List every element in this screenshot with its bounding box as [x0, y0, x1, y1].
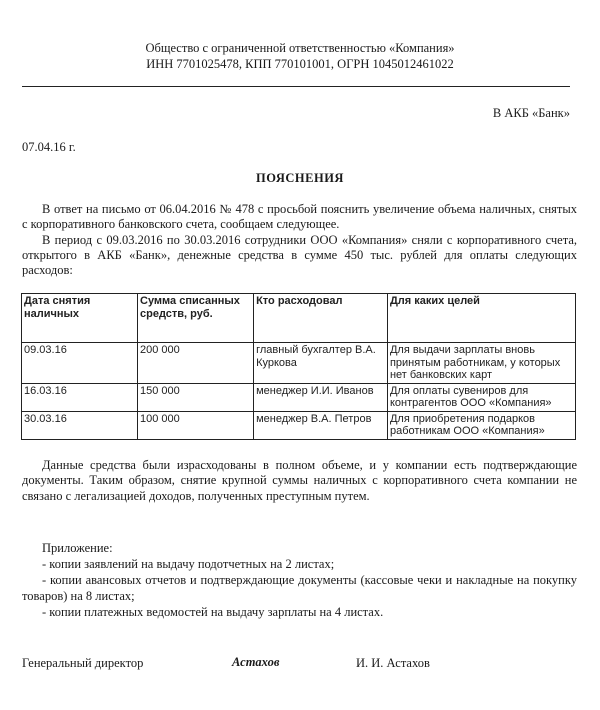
table-header-row [22, 294, 576, 343]
cell-who: менеджер В.А. Петров [254, 411, 388, 439]
cell-purpose: Для выдачи зарплаты вновь принятым работникам, у которых нет банковских карт [387, 343, 575, 384]
header-amount: Сумма списанных средств, руб. [138, 294, 254, 343]
header-who: Кто расходовал [254, 294, 388, 343]
conclusion-paragraph: Данные средства были израсходованы в полном объеме, и у компании есть подтверждающие документы. Таким образом, снятие крупной суммы наличных с корпоративного счета компании не связано с легализацией доходов, полученных преступным путем. [22, 458, 577, 503]
attachments-section [22, 540, 577, 620]
header-purpose: Для каких целей [387, 294, 575, 343]
attachment-item: - копии платежных ведомостей на выдачу зарплаты на 4 листах. [42, 605, 384, 619]
cell-date: 30.03.16 [22, 411, 138, 439]
recipient: В АКБ «Банк» [492, 106, 570, 120]
expenses-table [21, 293, 576, 440]
company-requisites: ИНН 7701025478, КПП 770101001, ОГРН 1045012461022 [146, 57, 454, 71]
attachments-label: Приложение: [42, 541, 113, 555]
attachment-item: - копии авансовых отчетов и подтверждающие документы (кассовые чеки и накладные на покупку товаров) на 8 листах; [22, 573, 577, 603]
company-header [20, 40, 580, 72]
cell-amount: 100 000 [138, 411, 254, 439]
handwritten-signature: Астахов [232, 655, 280, 669]
document-date: 07.04.16 г. [22, 140, 76, 154]
cell-date: 16.03.16 [22, 383, 138, 411]
conclusion-section [22, 458, 577, 504]
cell-amount: 200 000 [138, 343, 254, 384]
intro-paragraph-1: В ответ на письмо от 06.04.2016 № 478 с просьбой пояснить увеличение объема наличных, снятых с корпоративного банковского счета, сообщаем следующее. [22, 202, 577, 232]
table-row [22, 383, 576, 411]
cell-purpose: Для приобретения подарков работникам ООО «Компания» [387, 411, 575, 439]
intro-section [22, 202, 577, 278]
company-name: Общество с ограниченной ответственностью «Компания» [145, 41, 455, 55]
cell-date: 09.03.16 [22, 343, 138, 384]
cell-who: менеджер И.И. Иванов [254, 383, 388, 411]
signer-name: И. И. Астахов [356, 656, 430, 670]
signer-role: Генеральный директор [22, 656, 144, 670]
document-title: ПОЯСНЕНИЯ [256, 171, 344, 185]
cell-who: главный бухгалтер В.А. Куркова [254, 343, 388, 384]
table-row [22, 411, 576, 439]
cell-amount: 150 000 [138, 383, 254, 411]
table-row [22, 343, 576, 384]
intro-paragraph-2: В период с 09.03.2016 по 30.03.2016 сотрудники ООО «Компания» сняли с корпоративного счета, открытого в АКБ «Банк», денежные средства в сумме 450 тыс. рублей для оплаты следующих расходов: [22, 232, 577, 277]
header-date: Дата снятия наличных [22, 294, 138, 343]
cell-purpose: Для оплаты сувениров для контрагентов ООО «Компания» [387, 383, 575, 411]
attachment-item: - копии заявлений на выдачу подотчетных на 2 листах; [42, 557, 335, 571]
header-divider [22, 86, 570, 87]
